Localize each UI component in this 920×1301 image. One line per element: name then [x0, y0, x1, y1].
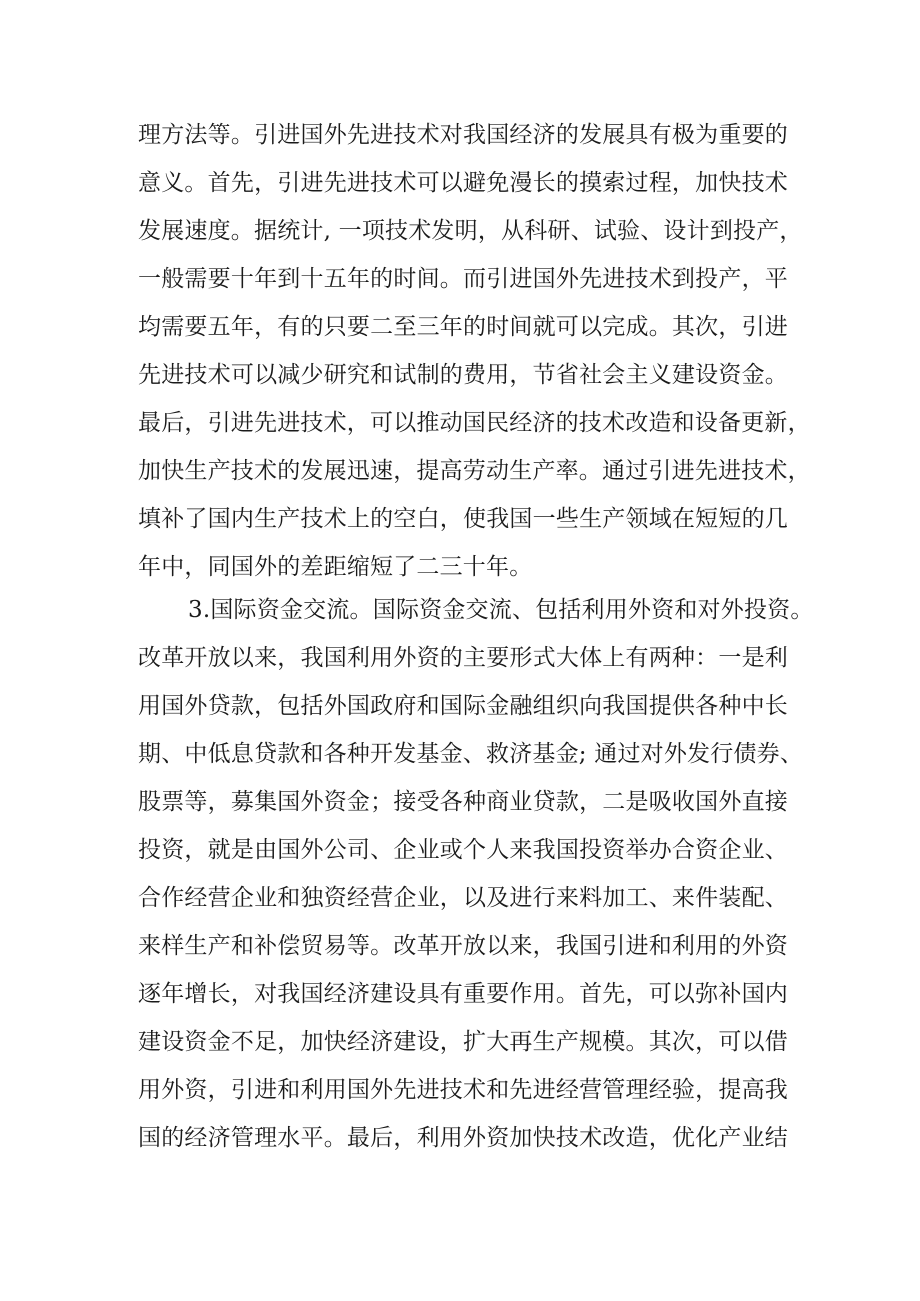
paragraph-technology-import	[138, 111, 811, 591]
paragraph-line: 最后，引进先进技术，可以推动国民经济的技术改造和设备更新，	[138, 410, 811, 436]
paragraph-line: 股票等，募集国外资金；接受各种商业贷款，二是吸收国外直接	[138, 789, 788, 815]
paragraph-line: 期、中低息贷款和各种开发基金、救济基金; 通过对外发行债券、	[138, 741, 804, 767]
paragraph-line: 3.国际资金交流。国际资金交流、包括利用外资和对外投资。	[188, 597, 814, 623]
paragraph-line: 一般需要十年到十五年的时间。而引进国外先进技术到投产，平	[138, 266, 788, 292]
paragraph-line: 发展速度。据统计, 一项技术发明，从科研、试验、设计到投产，	[138, 218, 803, 244]
paragraph-line: 填补了国内生产技术上的空白，使我国一些生产领域在短短的几	[138, 506, 788, 532]
paragraph-line: 逐年增长，对我国经济建设具有重要作用。首先，可以弥补国内	[138, 981, 788, 1007]
paragraph-line: 理方法等。引进国外先进技术对我国经济的发展具有极为重要的	[138, 122, 788, 148]
paragraph-line: 意义。首先，引进先进技术可以避免漫长的摸索过程，加快技术	[138, 170, 788, 196]
paragraph-line: 年中，同国外的差距缩短了二三十年。	[138, 554, 533, 580]
paragraph-line: 加快生产技术的发展迅速，提高劳动生产率。通过引进先进技术，	[138, 458, 811, 484]
paragraph-international-capital	[138, 586, 814, 1162]
paragraph-line: 均需要五年，有的只要二至三年的时间就可以完成。其次，引进	[138, 314, 788, 340]
paragraph-line: 先进技术可以减少研究和试制的费用，节省社会主义建设资金。	[138, 362, 788, 388]
paragraph-line: 建设资金不足，加快经济建设，扩大再生产规模。其次，可以借	[138, 1029, 788, 1055]
paragraph-line: 改革开放以来，我国利用外资的主要形式大体上有两种：一是利	[138, 645, 788, 671]
paragraph-line: 合作经营企业和独资经营企业，以及进行来料加工、来件装配、	[138, 885, 788, 911]
paragraph-line: 来样生产和补偿贸易等。改革开放以来，我国引进和利用的外资	[138, 933, 788, 959]
paragraph-line: 用国外贷款，包括外国政府和国际金融组织向我国提供各种中长	[138, 693, 788, 719]
paragraph-line: 用外资，引进和利用国外先进技术和先进经营管理经验，提高我	[138, 1077, 788, 1103]
paragraph-line: 国的经济管理水平。最后，利用外资加快技术改造，优化产业结	[138, 1125, 788, 1151]
paragraph-line: 投资，就是由国外公司、企业或个人来我国投资举办合资企业、	[138, 837, 788, 863]
